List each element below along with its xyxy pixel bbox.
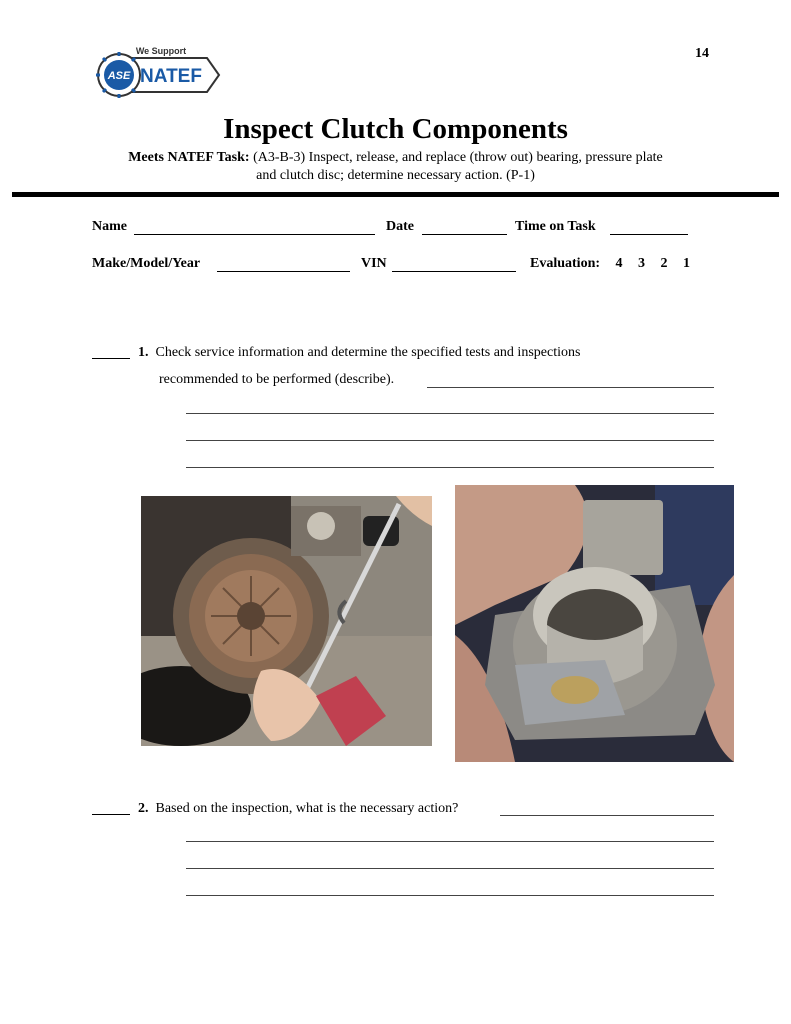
release-bearing-photo [455, 485, 734, 762]
answer-line[interactable] [427, 387, 714, 388]
question-2-line1 [138, 801, 458, 817]
time-on-task-field[interactable] [610, 234, 688, 235]
name-label: Name [92, 219, 127, 234]
question-2-number: 2. [138, 801, 149, 816]
task-text-line2: and clutch disc; determine necessary action. (P-1) [256, 168, 535, 183]
answer-line[interactable] [186, 440, 714, 441]
evaluation-label: Evaluation: [530, 256, 601, 271]
question-1-checkoff-blank[interactable] [92, 358, 130, 359]
vin-field[interactable] [392, 271, 516, 272]
question-2-checkoff-blank[interactable] [92, 814, 130, 815]
date-field[interactable] [422, 234, 507, 235]
evaluation-score-4[interactable]: 4 [615, 256, 623, 271]
make-model-year-field[interactable] [217, 271, 350, 272]
vin-label: VIN [361, 256, 387, 271]
time-on-task-label: Time on Task [515, 219, 596, 234]
question-1-line1 [138, 345, 580, 361]
answer-line[interactable] [186, 895, 714, 896]
make-model-year-label: Make/Model/Year [92, 256, 201, 271]
task-description [0, 150, 791, 166]
question-1-number: 1. [138, 345, 149, 360]
task-text-line1: (A3-B-3) Inspect, release, and replace (throw out) bearing, pressure plate [253, 150, 663, 165]
evaluation-scale [530, 256, 690, 272]
evaluation-score-2[interactable]: 2 [660, 256, 668, 271]
natef-logo [95, 44, 223, 106]
page-number: 14 [695, 46, 709, 61]
question-1-line2: recommended to be performed (describe). [159, 372, 395, 387]
page-title: Inspect Clutch Components [223, 113, 568, 145]
question-2-text: Based on the inspection, what is the necessary action? [155, 801, 459, 816]
clutch-pressure-plate-photo [141, 496, 432, 746]
evaluation-score-3[interactable]: 3 [638, 256, 646, 271]
logo-badge-text: ASE [107, 70, 131, 82]
date-label: Date [386, 219, 414, 234]
task-label: Meets NATEF Task: [128, 150, 250, 165]
name-field[interactable] [134, 234, 375, 235]
answer-line[interactable] [186, 413, 714, 414]
evaluation-score-1[interactable]: 1 [683, 256, 691, 271]
answer-line[interactable] [500, 815, 714, 816]
header-divider [12, 192, 779, 197]
logo-top-text: We Support [135, 46, 187, 56]
logo-main-text: NATEF [140, 66, 202, 87]
answer-line[interactable] [186, 868, 714, 869]
question-1-text: Check service information and determine the specified tests and inspections [155, 345, 581, 360]
answer-line[interactable] [186, 467, 714, 468]
answer-line[interactable] [186, 841, 714, 842]
